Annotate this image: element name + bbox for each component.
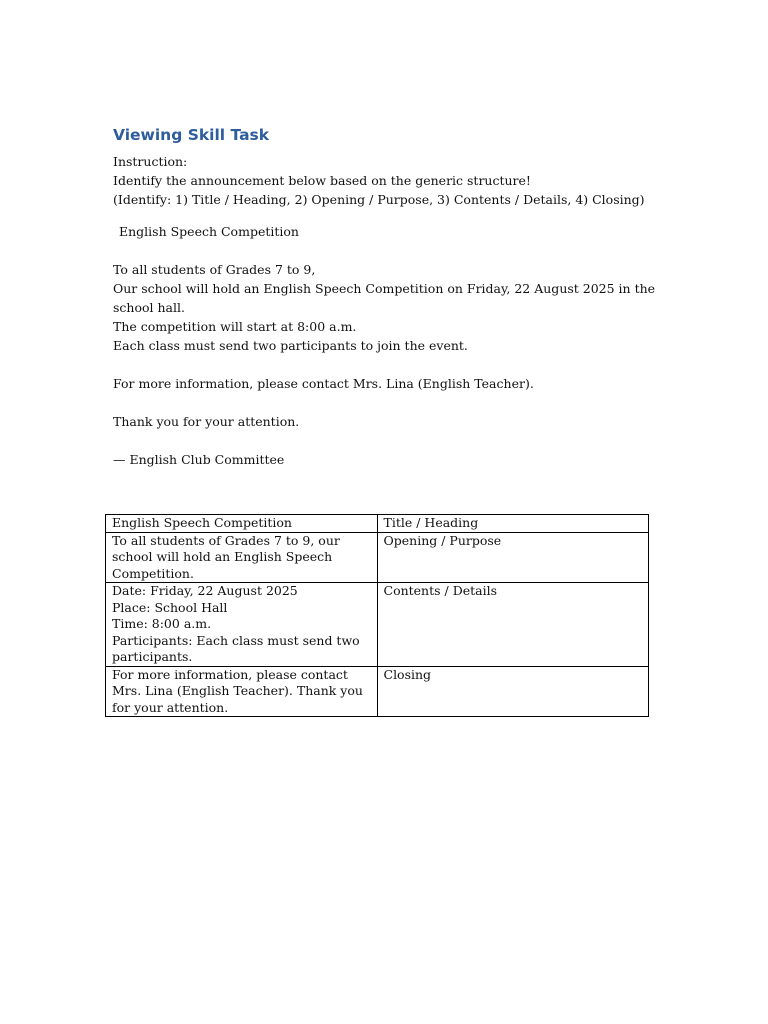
instruction-label: Instruction: — [113, 154, 188, 169]
table-cell-text — [106, 515, 378, 533]
table-cell-part: Closing — [377, 666, 649, 717]
table-cell-part: Opening / Purpose — [377, 532, 649, 583]
announcement-greeting: To all students of Grades 7 to 9, — [113, 262, 316, 277]
table-cell-text — [106, 583, 378, 667]
table-row — [106, 666, 649, 717]
identify-text: (Identify: 1) Title / Heading, 2) Opening / Purpose, 3) Contents / Details, 4) Closing) — [113, 192, 645, 207]
table-cell-part: Contents / Details — [377, 583, 649, 667]
announcement-thanks: Thank you for your attention. — [113, 414, 300, 429]
generic-structure-table — [105, 514, 649, 717]
table-row — [106, 515, 649, 533]
cell-line: English Speech Competition — [112, 515, 292, 530]
announcement-title: English Speech Competition — [119, 224, 299, 239]
table-cell-text — [106, 666, 378, 717]
cell-line: Participants: Each class must send two participants. — [112, 632, 360, 664]
announcement-body-line-3: Each class must send two participants to join the event. — [113, 338, 468, 353]
instruction-text: Identify the announcement below based on the generic structure! — [113, 173, 531, 188]
announcement-body-line-2: The competition will start at 8:00 a.m. — [113, 319, 357, 334]
cell-line: Place: School Hall — [112, 599, 228, 615]
cell-line: For more information, please contact Mrs. Lina (English Teacher). Thank you for your attention. — [112, 666, 363, 715]
table-cell-text — [106, 532, 378, 583]
cell-line: Time: 8:00 a.m. — [112, 616, 212, 631]
announcement-body-line-1: Our school will hold an English Speech Competition on Friday, 22 August 2025 in the school hall. — [113, 281, 656, 315]
document-page — [113, 124, 673, 469]
table-row — [106, 583, 649, 667]
cell-line: To all students of Grades 7 to 9, our school will hold an English Speech Competition. — [112, 532, 340, 581]
announcement-signature: — English Club Committee — [113, 452, 285, 467]
cell-line: Date: Friday, 22 August 2025 — [112, 583, 298, 598]
page-title: Viewing Skill Task — [113, 126, 270, 144]
table-cell-part: Title / Heading — [377, 515, 649, 533]
announcement-contact: For more information, please contact Mrs. Lina (English Teacher). — [113, 376, 534, 391]
table-row — [106, 532, 649, 583]
